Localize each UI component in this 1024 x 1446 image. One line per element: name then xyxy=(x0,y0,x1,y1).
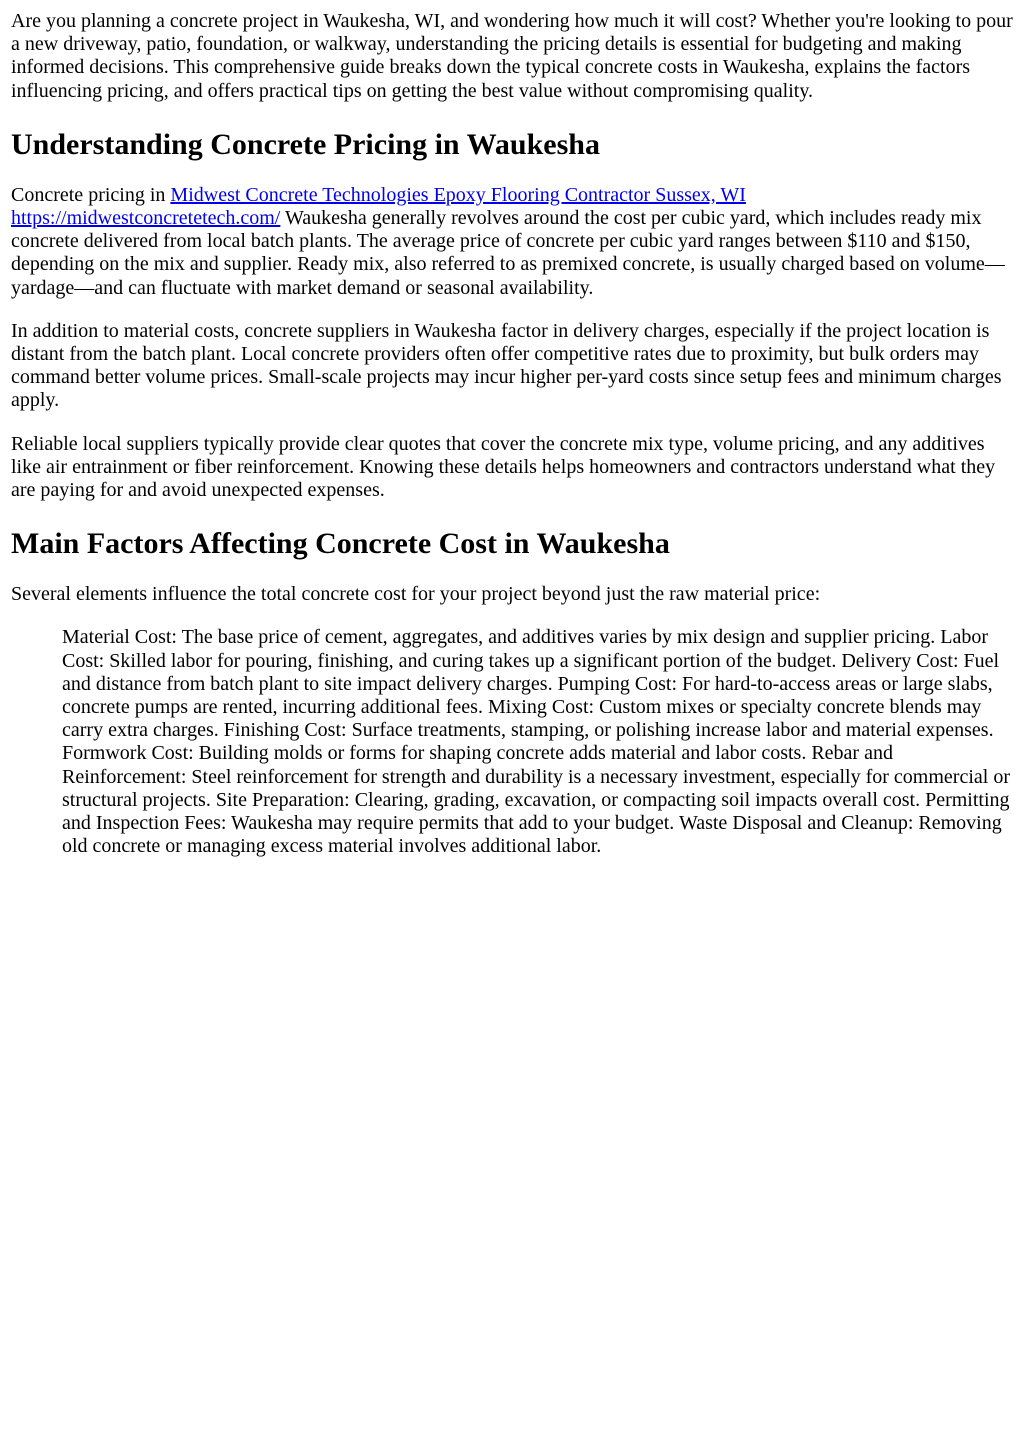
factors-list-quote: Material Cost: The base price of cement, aggregates, and additives varies by mix design and supplier pricing. Labor Cost: Skilled labor for pouring, finishing, and curing takes up a significant portion of the budget. Delivery Cost: Fuel and distance from batch plant to site impact delivery charges. Pumping Cost: For hard-to-access areas or large slabs, concrete pumps are rented, incurring additional fees. Mixing Cost: Custom mixes or specialty concrete blends may carry extra charges. Finishing Cost: Surface treatments, stamping, or polishing increase labor and material expenses. Formwork Cost: Building molds or forms for shaping concrete adds material and labor costs. Rebar and Reinforcement: Steel reinforcement for strength and durability is a necessary investment, especially for commercial or structural projects. Site Preparation: Clearing, grading, excavation, or compacting soil impacts overall cost. Permitting and Inspection Fees: Waukesha may require permits that add to your budget. Waste Disposal and Cleanup: Removing old concrete or managing excess material involves additional labor. xyxy=(62,626,1010,858)
section-heading-pricing: Understanding Concrete Pricing in Waukesha xyxy=(11,127,600,161)
intro-paragraph: Are you planning a concrete project in Waukesha, WI, and wondering how much it will cost? Whether you're looking to pour a new driveway, patio, foundation, or walkway, understanding the pricing details is essential for budgeting and making informed decisions. This comprehensive guide breaks down the typical concrete costs in Waukesha, explains the factors influencing pricing, and offers practical tips on getting the best value without compromising quality. xyxy=(11,10,1013,102)
pricing-paragraph-rest: Waukesha generally revolves around the cost per cubic yard, which includes ready mix concrete delivered from local batch plants. The average price of concrete per cubic yard ranges between $110 and $150, depending on the mix and supplier. Ready mix, also referred to as premixed concrete, is usually charged based on volume—yardage—and can fluctuate with market demand or seasonal availability. xyxy=(11,207,1005,299)
pricing-paragraph-3: Reliable local suppliers typically provide clear quotes that cover the concrete mix type, volume pricing, and any additives like air entrainment or fiber reinforcement. Knowing these details helps homeowners and contractors understand what they are paying for and avoid unexpected expenses. xyxy=(11,432,996,502)
factors-paragraph: Several elements influence the total concrete cost for your project beyond just the raw material price: xyxy=(11,583,821,606)
pricing-paragraph-2: In addition to material costs, concrete suppliers in Waukesha factor in delivery charges, especially if the project location is distant from the batch plant. Local concrete providers often offer competitive rates due to proximity, but bulk orders may command better volume prices. Small-scale projects may incur higher per-yard costs since setup fees and minimum charges apply. xyxy=(11,319,1002,412)
pricing-paragraph-1 xyxy=(11,184,1014,300)
section-heading-factors: Main Factors Affecting Concrete Cost in Waukesha xyxy=(11,527,670,561)
pricing-paragraph-lead: Concrete pricing in xyxy=(11,183,171,206)
website-link[interactable]: https://midwestconcretetech.com/ xyxy=(11,207,281,230)
contractor-link[interactable]: Midwest Concrete Technologies Epoxy Flooring Contractor Sussex, WI xyxy=(170,183,746,206)
